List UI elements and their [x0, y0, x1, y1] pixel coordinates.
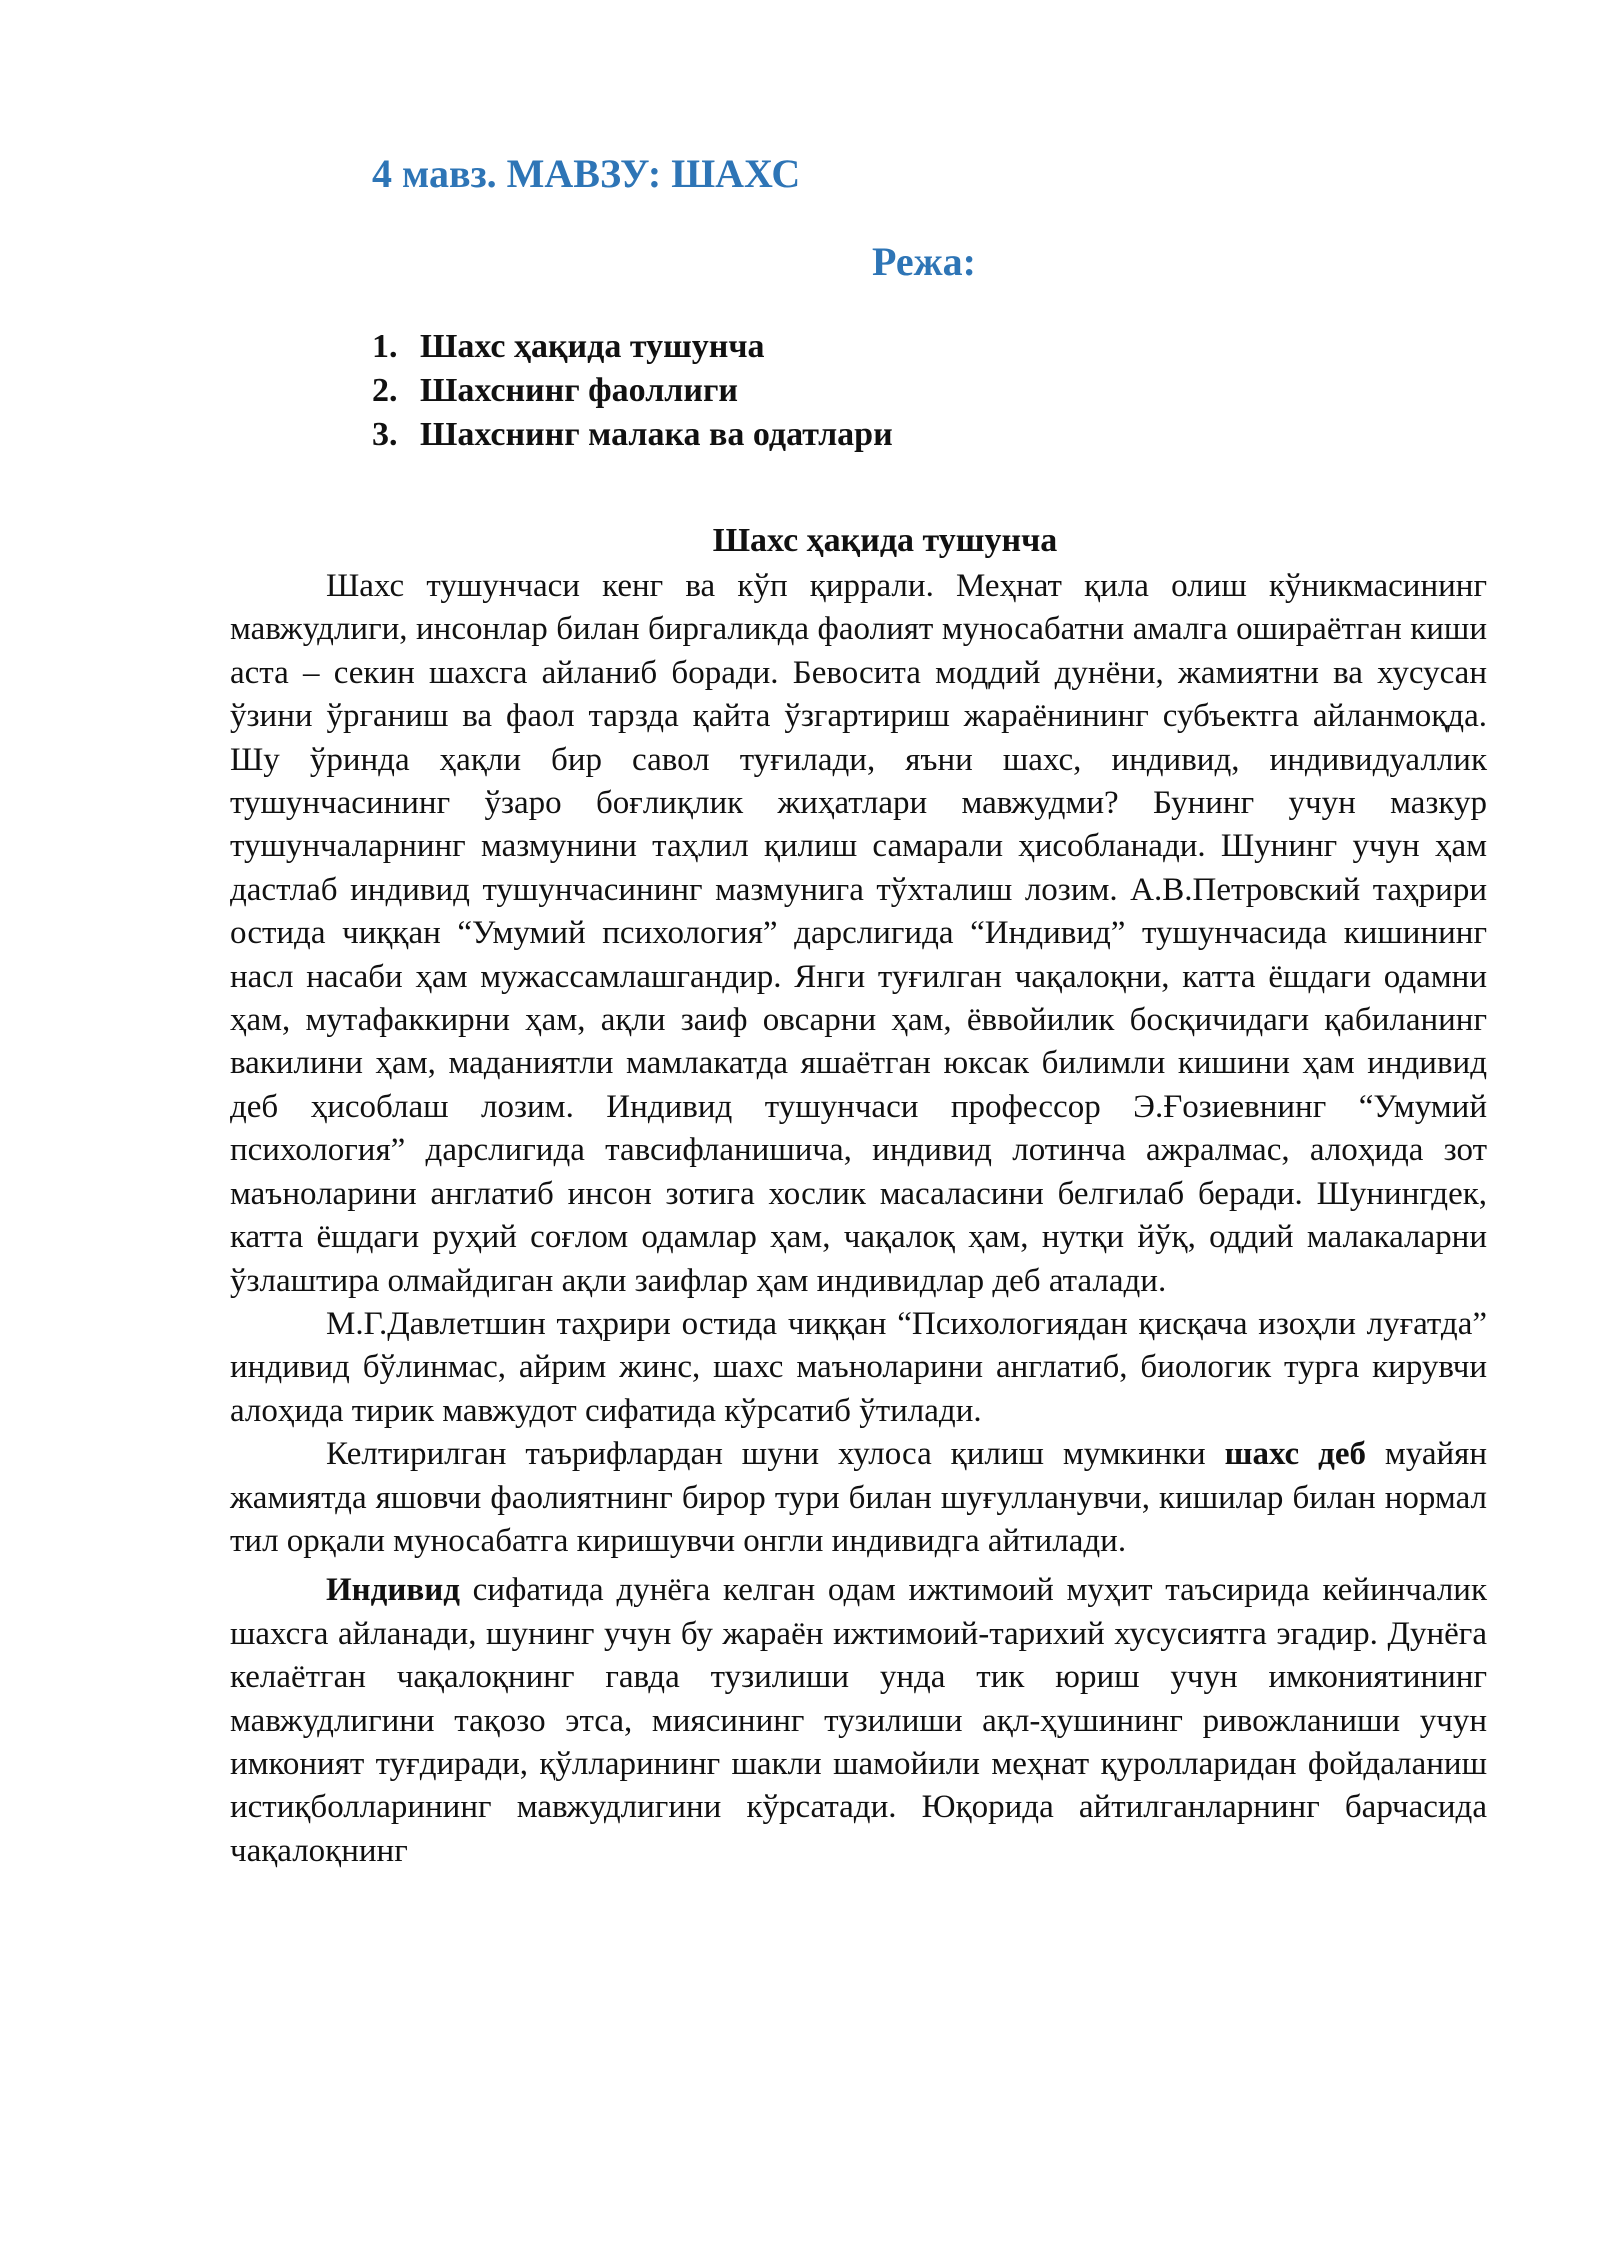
- paragraph-text: сифатида дунёга келган одам ижтимоий муҳит таъсирида кейинчалик шахсга айланади, шунинг учун бу жараён ижтимоий-тарихий хусусиятга эгадир. Дунёга келаётган чақалоқнинг гавда тузилиши унда тик юриш учун имкониятининг мавжудлигини тақозо этса, миясининг тузилиши ақл-ҳушининг ривожланиши учун имконият туғдиради, қўлларининг шакли шамойили меҳнат қуролларидан фойдаланиш истиқболларининг мавжудлигини кўрсатади. Юқорида айтилганларнинг барчасида чақалоқнинг: [230, 1572, 1487, 1869]
- plan-item: [372, 325, 893, 369]
- topic-title: 4 мавз. МАВЗУ: ШАХС: [372, 151, 801, 196]
- paragraph-text: муайян жамиятда яшовчи фаолиятнинг бирор тури билан шуғулланувчи, кишилар билан нормал тил орқали муносабатга киришувчи онгли индивидга айтилади.: [230, 1436, 1487, 1559]
- plan-item-text: Шахснинг фаоллиги: [420, 372, 739, 409]
- plan-item-number: 2.: [372, 372, 398, 409]
- paragraph-text: Келтирилган таърифлардан шуни хулоса қилиш мумкинки: [326, 1436, 1225, 1473]
- plan-item: [372, 413, 893, 457]
- bold-term: Индивид: [326, 1572, 460, 1609]
- paragraph: Шахс тушунчаси кенг ва кўп қиррали. Меҳнат қила олиш кўникмасининг мавжудлиги, инсонлар билан биргаликда фаолият муносабатни амалга ошираётган киши аста – секин шахсга айланиб боради. Бевосита моддий дунёни, жамиятни ва хусусан ўзини ўрганиш ва фаол тарзда қайта ўзгартириш жараёнининг субъектга айланмоқда. Шу ўринда ҳақли бир савол туғилади, яъни шахс, индивид, индивидуаллик тушунчасининг ўзаро боғлиқлик жиҳатлари мавжудми? Бунинг учун мазкур тушунчаларнинг мазмунини таҳлил қилиш самарали ҳисобланади. Шунинг учун ҳам дастлаб индивид тушунчасининг мазмунига тўхталиш лозим. А.В.Петровский таҳрири остида чиққан “Умумий психология” дарслигида “Индивид” тушунчасида кишининг насл насаби ҳам мужассамлашгандир. Янги туғилган чақалоқни, катта ёшдаги одамни ҳам, мутафаккирни ҳам, ақли заиф овсарни ҳам, ёввойилик босқичидаги қабиланинг вакилини ҳам, маданиятли мамлакатда яшаётган юксак билимли кишини ҳам индивид деб ҳисоблаш лозим. Индивид тушунчаси профессор Э.Ғозиевнинг “Умумий психология” дарслигида тавсифланишича, индивид лотинча ажралмас, алоҳида зот маъноларини англатиб инсон зотига хослик масаласини белгилаб беради. Шунингдек, катта ёшдаги руҳий соғлом одамлар ҳам, чақалоқ ҳам, нутқи йўқ, оддий малакаларни ўзлаштира олмайдиган ақли заифлар ҳам индивидлар деб аталади.: [230, 568, 1487, 1299]
- body-text: [230, 565, 1487, 1873]
- plan-heading: Режа:: [872, 239, 976, 284]
- paragraph: [230, 1569, 1487, 1873]
- plan-item-number: 1.: [372, 328, 398, 365]
- plan-item-number: 3.: [372, 416, 398, 453]
- plan-list: [372, 325, 893, 457]
- paragraph: [230, 1433, 1487, 1563]
- plan-item-text: Шахс ҳақида тушунча: [420, 328, 765, 365]
- paragraph: М.Г.Давлетшин таҳрири остида чиққан “Психологиядан қисқача изоҳли луғатда” индивид бўлинмас, айрим жинс, шахс маъноларини англатиб, биологик турга кирувчи алоҳида тирик мавжудот сифатида кўрсатиб ўтилади.: [230, 1305, 1487, 1429]
- bold-term: шахс деб: [1224, 1436, 1366, 1473]
- plan-item: [372, 369, 893, 413]
- plan-item-text: Шахснинг малака ва одатлари: [420, 416, 893, 453]
- section-heading: Шахс ҳақида тушунча: [712, 522, 1058, 559]
